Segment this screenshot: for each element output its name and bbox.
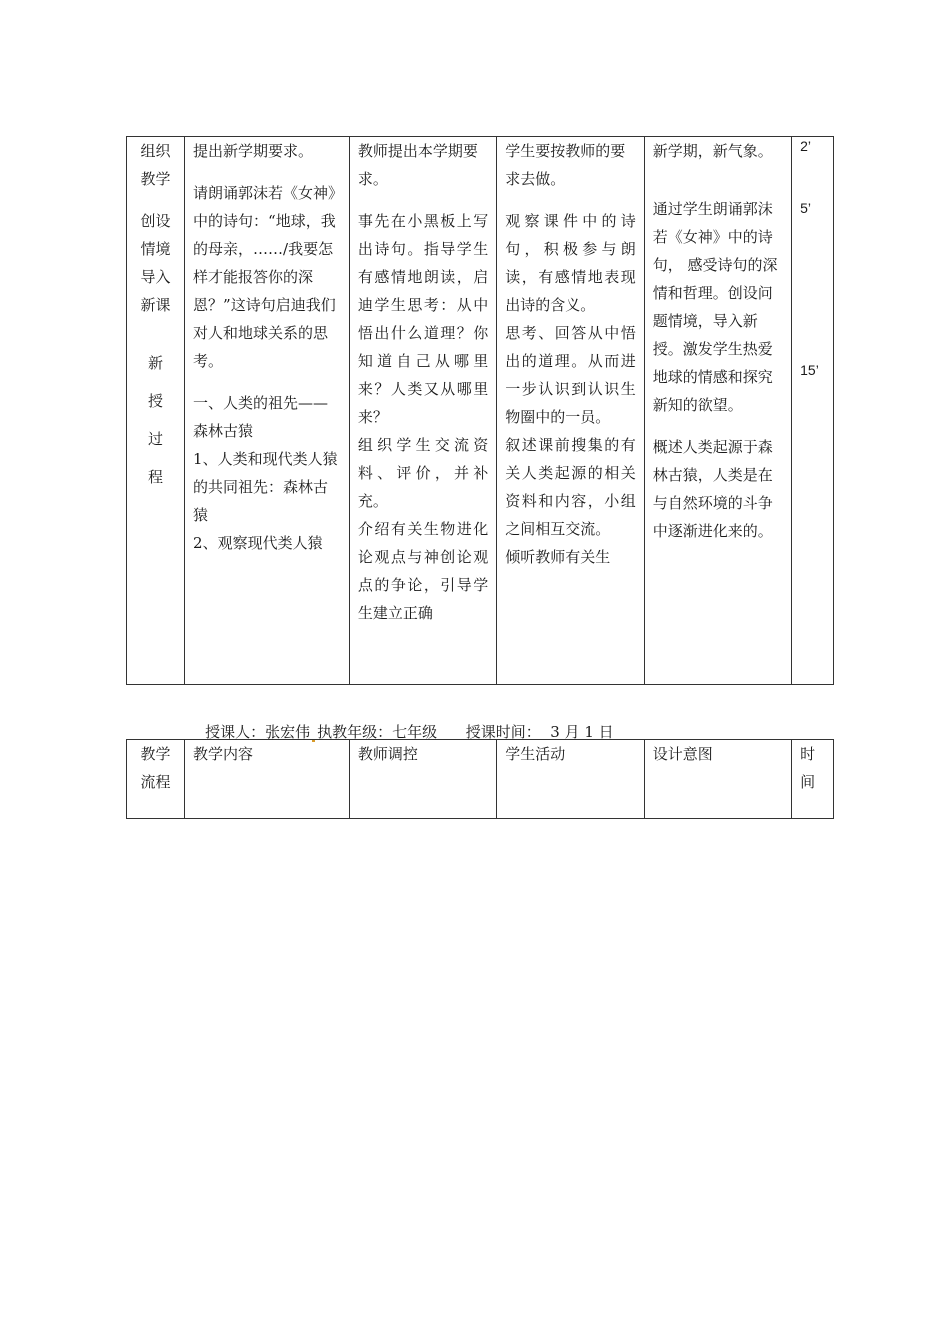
header-student: 学生活动 <box>497 740 644 819</box>
time-cell <box>792 137 834 685</box>
teacher-name: 授课人：张宏伟 <box>205 723 311 741</box>
student-paragraph: 叙述课前搜集的有关人类起源的相关资料和内容，小组之间相互交流。 <box>505 436 636 538</box>
time-mark: 2’ <box>800 138 812 154</box>
header-row <box>127 740 834 819</box>
time-mark: 15’ <box>800 362 819 378</box>
content-paragraph: 提出新学期要求。 <box>193 142 314 160</box>
header-teacher: 教师调控 <box>349 740 496 819</box>
header-flow <box>127 740 185 819</box>
flow-text: 过 <box>148 430 164 448</box>
teacher-paragraph: 介绍有关生物进化论观点与神创论观点的争论，引导学生建立正确 <box>357 520 489 622</box>
flow-text: 创设 <box>140 212 171 230</box>
header-content: 教学内容 <box>185 740 350 819</box>
header-time: 时间 <box>792 740 834 819</box>
lesson-table-main <box>126 136 834 685</box>
content-paragraph: 一、人类的祖先——森林古猿 <box>193 394 329 440</box>
student-paragraph: 学生要按教师的要求去做。 <box>505 142 626 188</box>
time-mark: 5’ <box>800 200 812 216</box>
student-cell <box>497 137 644 685</box>
student-paragraph: 观察课件中的诗句，积极参与朗读，有感情地表现出诗的含义。 <box>505 212 636 314</box>
flow-text: 组织 <box>140 142 171 160</box>
header-flow-text: 流程 <box>140 773 171 791</box>
design-paragraph: 新学期，新气象。 <box>652 142 773 160</box>
content-paragraph: 1、人类和现代类人猿的共同祖先：森林古猿 <box>193 450 338 524</box>
flow-text: 导入 <box>140 268 171 286</box>
content-paragraph: 2、观察现代类人猿 <box>193 534 323 552</box>
design-cell <box>644 137 791 685</box>
header-flow-text: 教学 <box>140 745 171 763</box>
lesson-table-header <box>126 739 834 819</box>
lesson-row <box>127 137 834 685</box>
flow-text: 新课 <box>140 296 171 314</box>
content-cell <box>185 137 350 685</box>
design-paragraph: 通过学生朗诵郭沫若《女神》中的诗句， 感受诗句的深情和哲理。创设问题情境，导入新授。激发学生热爱地球的情感和探究新知的欲望。 <box>652 200 778 414</box>
teacher-cell <box>349 137 496 685</box>
flow-text: 情境 <box>140 240 171 258</box>
teacher-paragraph: 教师提出本学期要求。 <box>357 142 478 188</box>
flow-text: 授 <box>148 392 164 410</box>
design-paragraph: 概述人类起源于森林古猿，人类是在与自然环境的斗争中逐渐进化来的。 <box>652 438 773 540</box>
header-design: 设计意图 <box>644 740 791 819</box>
student-paragraph: 倾听教师有关生 <box>505 548 611 566</box>
teacher-paragraph: 事先在小黑板上写出诗句。指导学生有感情地朗读，启迪学生思考：从中悟出什么道理？你知道自己从哪里来？人类又从哪里来？ <box>357 212 489 426</box>
student-paragraph: 思考、回答从中悟出的道理。从而进一步认识到认识生物圈中的一员。 <box>505 324 636 426</box>
lesson-date: 授课时间： 3 月 1 日 <box>465 723 614 741</box>
flow-text: 教学 <box>140 170 171 188</box>
flow-text: 新 <box>148 354 164 372</box>
content-paragraph: 请朗诵郭沫若《女神》中的诗句：“地球，我的母亲，……/我要怎样才能报答你的深恩？”这诗句启迪我们对人和地球关系的思考。 <box>193 184 336 370</box>
teacher-paragraph: 组织学生交流资料、评价，并补充。 <box>357 436 489 510</box>
flow-cell <box>127 137 185 685</box>
flow-text: 程 <box>148 468 164 486</box>
grade-info: 执教年级：七年级 <box>317 723 438 741</box>
